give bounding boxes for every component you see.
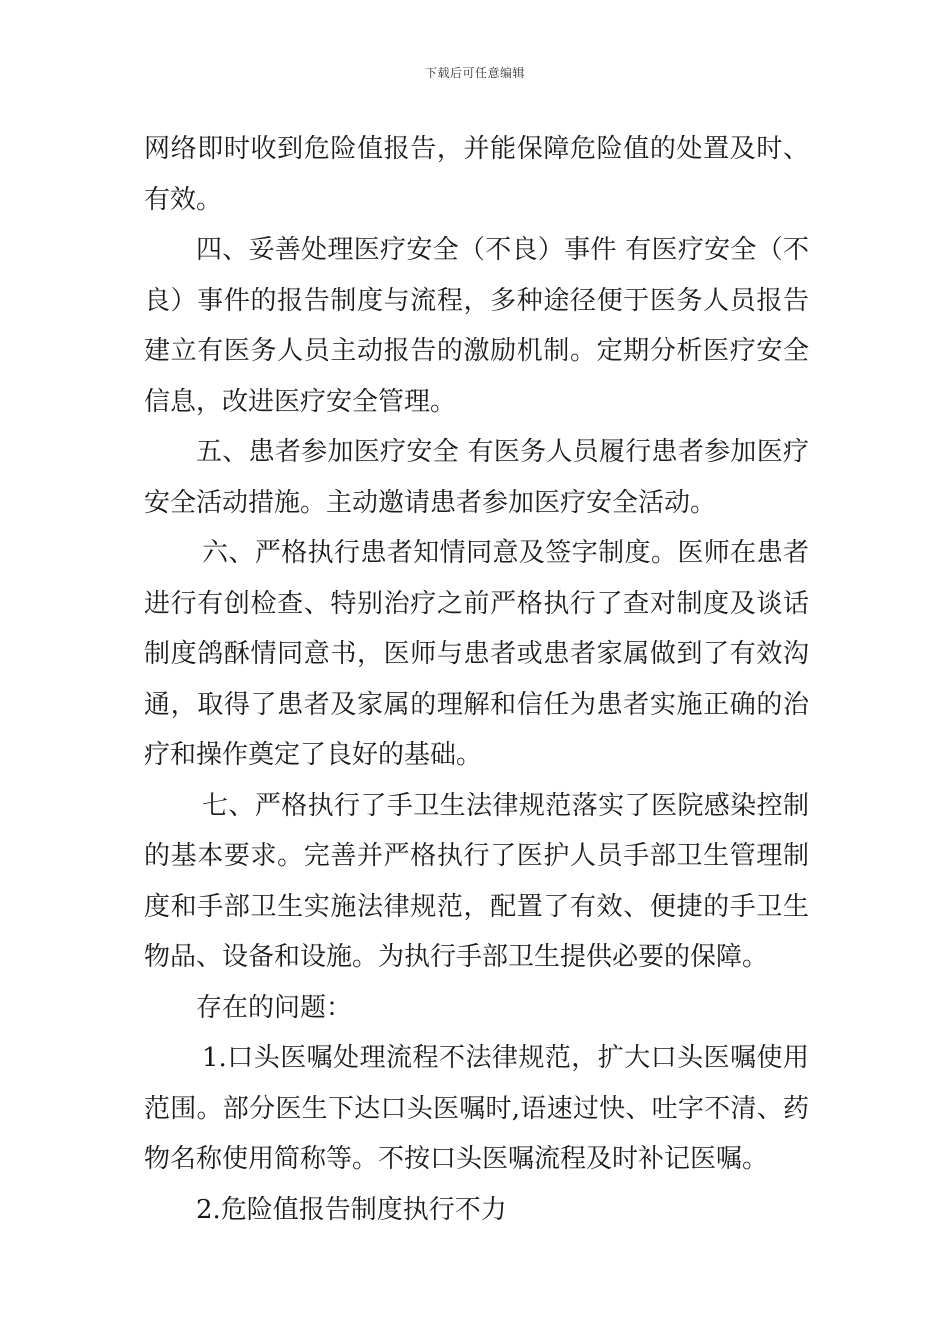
document-body [144,124,809,1235]
page-header: 下载后可任意编辑 [424,66,525,80]
paragraph-issue-1: 1.口头医嘱处理流程不法律规范，扩大口头医嘱使用范围。部分医生下达口头医嘱时,语速过快、吐字不清、药物名称使用简称等。不按口头医嘱流程及时补记医嘱。 [144,1043,809,1174]
paragraph-issue-2: 2.危险值报告制度执行不力 [196,1194,507,1225]
paragraph-section-5: 五、患者参加医疗安全 有医务人员履行患者参加医疗安全活动措施。主动邀请患者参加医疗安全活动。 [144,437,809,518]
paragraph-section-7: 七、严格执行了手卫生法律规范落实了医院感染控制的基本要求。完善并严格执行了医护人员手部卫生管理制度和手部卫生实施法律规范，配置了有效、便捷的手卫生物品、设备和设施。为执行手部卫生提供必要的保障。 [144,790,809,972]
paragraph-section-6: 六、严格执行患者知情同意及签字制度。医师在患者进行有创检查、特别治疗之前严格执行了查对制度及谈话制度鸽酥情同意书，医师与患者或患者家属做到了有效沟通，取得了患者及家属的理解和信任为患者实施正确的治疗和操作奠定了良好的基础。 [144,538,809,770]
paragraph-issues-heading: 存在的问题： [196,992,353,1023]
paragraph-section-4: 四、妥善处理医疗安全（不良）事件 有医疗安全（不良）事件的报告制度与流程，多种途径便于医务人员报告建立有医务人员主动报告的激励机制。定期分析医疗安全信息，改进医疗安全管理。 [144,235,809,417]
paragraph-continuation: 网络即时收到危险值报告，并能保障危险值的处置及时、有效。 [144,134,809,215]
